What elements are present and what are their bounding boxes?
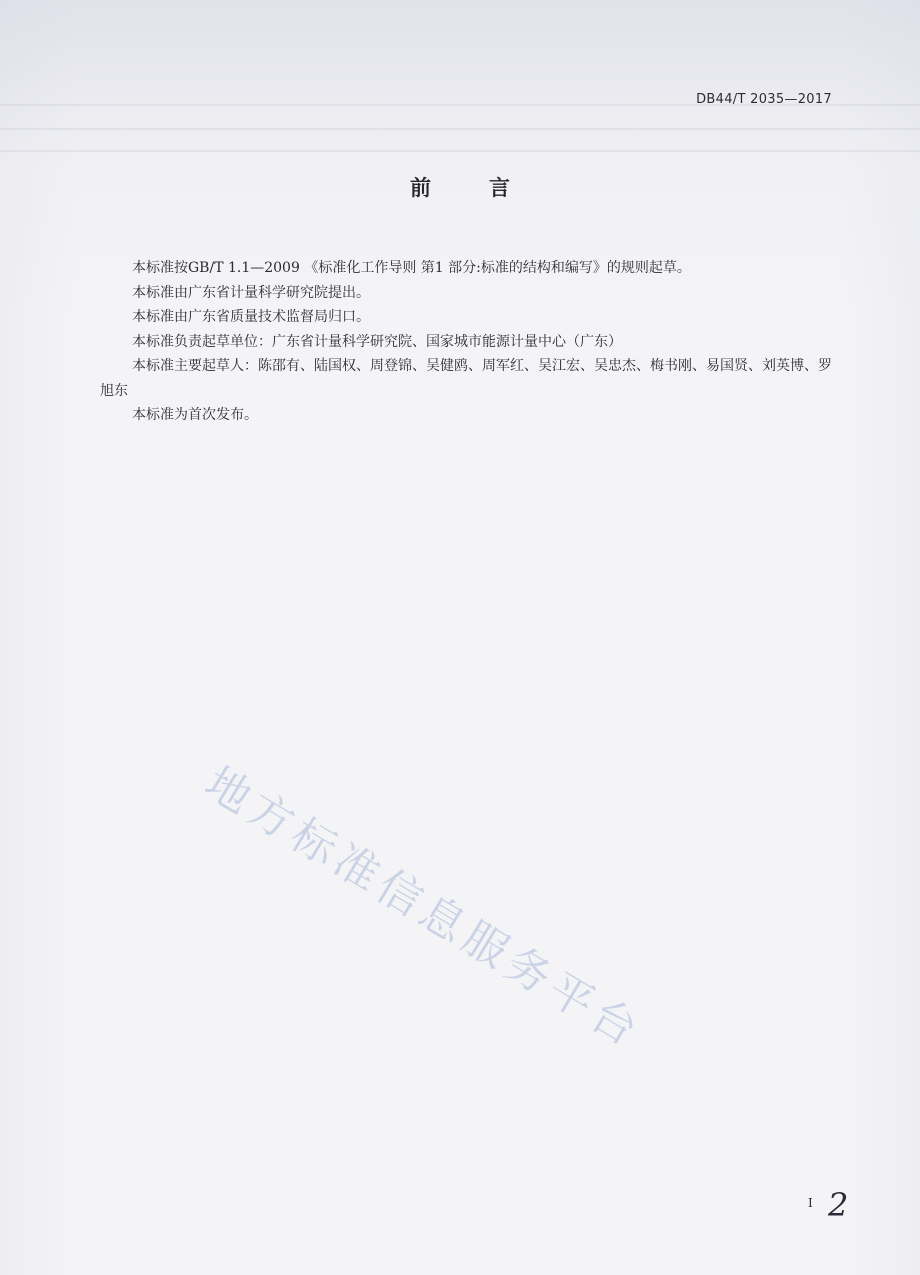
foreword-title [0,172,920,202]
foreword-title-char-2: 言 [489,176,510,200]
handwritten-page-number: 2 [828,1186,849,1224]
foreword-paragraph: 本标准为首次发布。 [132,407,258,423]
document-code: DB44/T 2035—2017 [696,92,832,107]
foreword-paragraph: 本标准由广东省计量科学研究院提出。 [132,284,370,301]
foreword-paragraph: 本标准由广东省质量技术监督局归口。 [132,309,370,325]
foreword-body [100,256,832,428]
foreword-paragraph: 本标准按GB/T 1.1—2009 《标准化工作导则 第1 部分:标准的结构和编写》的规则起草。 [132,260,691,276]
foreword-paragraph: 本标准负责起草单位：广东省计量科学研究院、国家城市能源计量中心（广东） [132,333,622,350]
foreword-paragraph: 本标准主要起草人：陈邵有、陆国权、周登锦、吴健鸥、周军红、吴江宏、吴忠杰、梅书刚、易国贤、刘英博、罗旭东 [100,358,832,399]
foreword-title-char-1: 前 [410,176,431,200]
page-number-roman: I [808,1196,813,1210]
scan-streak [0,150,920,152]
watermark: 地方标准信息服务平台 [196,757,651,1059]
scan-streak [0,128,920,130]
